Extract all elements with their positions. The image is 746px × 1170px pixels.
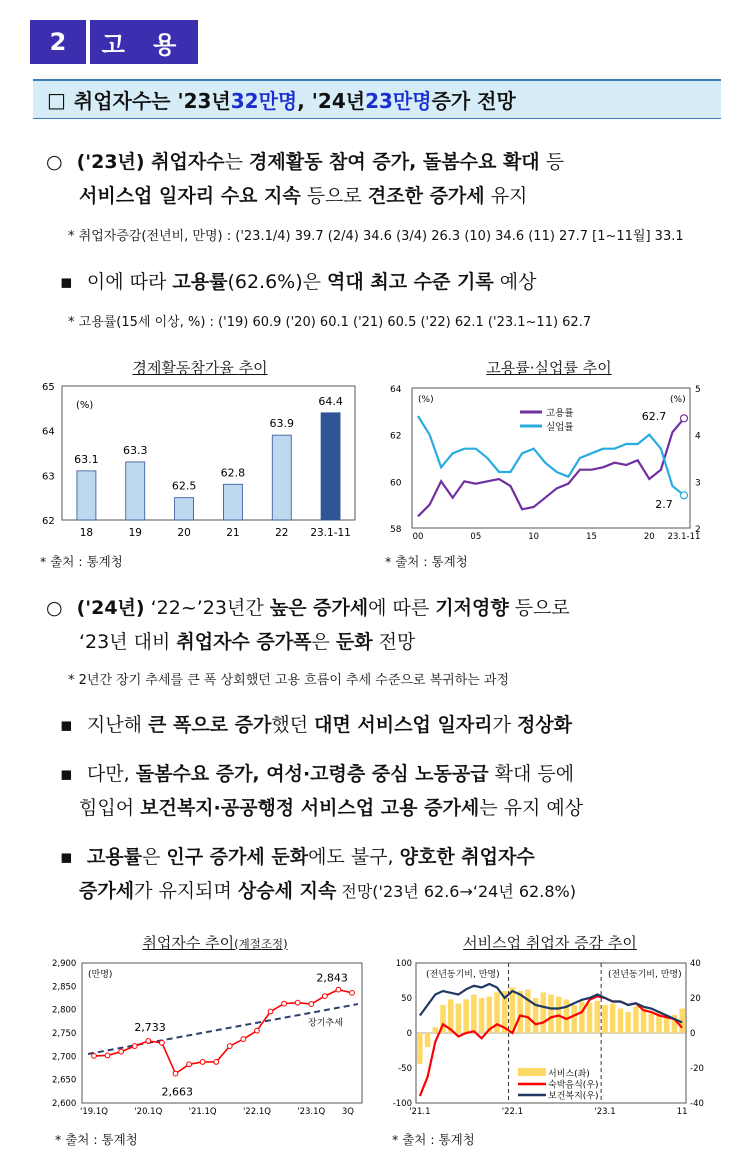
headline-value-23: 32만명 — [230, 89, 298, 113]
chart1-ytick: 64 — [42, 426, 55, 438]
chart1-bar-label: 64.4 — [318, 394, 343, 408]
chart1-bar — [223, 484, 242, 520]
chart4-unit-right: (전년동기비, 만명) — [608, 970, 682, 980]
chart4-legend-health: 보건복지(우) — [548, 1091, 599, 1102]
chart3-source: * 출처 : 통계청 — [55, 1132, 138, 1147]
chart1-bar-label: 62.8 — [220, 466, 246, 480]
headline-text-3: 증가 전망 — [431, 89, 516, 113]
chart3-unit: (만명) — [88, 970, 113, 980]
chart3-point — [309, 1002, 314, 1007]
chart4-bar — [517, 991, 523, 1033]
b2-sub1-c: 했던 — [271, 714, 315, 736]
chart1-source: * 출처 : 통계청 — [40, 554, 123, 569]
chart4-ytick-left: 100 — [395, 959, 412, 969]
headline-text-2: , '24년 — [297, 89, 366, 113]
chart1-ytick: 62 — [42, 516, 55, 527]
headline-box — [33, 79, 721, 119]
b1-sub-record: 역대 최고 수준 기록 — [327, 271, 494, 293]
b1-sub-text3: 예상 — [493, 271, 537, 293]
b1-note: * 취업자증감(전년비, 만명) : ('23.1/4) 39.7 (2/4) 34.6 (3/4) 26.3 (10) 34.6 (11) 27.7 [1~11월] 33.1 — [68, 229, 684, 244]
chart3-high-label: 2,843 — [316, 971, 348, 985]
b2-text4: ‘23년 대비 — [79, 631, 177, 653]
chart1-xtick: 19 — [128, 527, 142, 539]
chart3-ytick: 2,850 — [52, 982, 77, 993]
chart3-low-label: 2,663 — [161, 1085, 193, 1099]
chart3-caption — [50, 932, 380, 953]
headline-value-24: 23만명 — [365, 89, 432, 113]
chart3-caption-sub: (계절조정) — [234, 937, 288, 951]
chart3-point — [187, 1062, 192, 1067]
chart4-bar — [602, 1005, 608, 1033]
chart2-svg — [388, 382, 714, 544]
chart3-point — [282, 1001, 287, 1006]
b1-service: 서비스업 일자리 수요 지속 — [79, 185, 301, 207]
chart4-bar — [525, 990, 531, 1033]
chart2-emp-label: 62.7 — [641, 410, 667, 423]
chart3-xtick: '20.1Q — [134, 1107, 163, 1117]
chart4-bar — [479, 998, 485, 1033]
b2-sub3-a: 고용률 — [86, 846, 142, 868]
b2-sub2 — [60, 759, 574, 789]
b2-sub1-bullet: ▪ — [60, 714, 73, 736]
chart1-xtick: 18 — [79, 527, 94, 539]
chart4-bar — [618, 1009, 624, 1034]
chart2-unemp-endpoint — [681, 492, 688, 499]
b2-text3: 등으로 — [508, 597, 570, 619]
b2-sub2-c: 확대 등에 — [488, 763, 575, 785]
b2-sub2-a: 다만, — [86, 763, 136, 785]
b2-bullet: ○ — [46, 597, 63, 619]
chart3-ytick: 2,900 — [52, 959, 77, 969]
chart4-bar — [571, 1005, 577, 1033]
chart4-ytick-right: 20 — [690, 994, 701, 1004]
b2-sub3-i: 전망('23년 62.6→‘24년 62.8%) — [336, 882, 576, 901]
b1-line1 — [46, 147, 564, 177]
chart2-xtick: 20 — [643, 532, 655, 542]
b2-year: ('24년) — [76, 597, 145, 619]
chart1-bar-label: 63.9 — [269, 417, 294, 431]
chart3-svg — [50, 957, 366, 1119]
chart4-bar — [564, 999, 570, 1033]
chart4-bar — [587, 1003, 593, 1033]
chart4-bar — [471, 995, 477, 1034]
chart4-legend-service-swatch — [518, 1068, 546, 1076]
chart1-svg — [40, 382, 360, 544]
b2-line1 — [46, 593, 570, 623]
b2-sub2-d: 힘입어 — [79, 797, 141, 819]
chart2-xtick: 23.1-11 — [667, 532, 701, 542]
b2-sub2-bullet: ▪ — [60, 763, 73, 785]
chart2-xtick: 05 — [470, 532, 482, 542]
chart1-bar-label: 62.5 — [171, 479, 197, 493]
chart1-xtick: 21 — [226, 527, 240, 539]
chart4-bar — [548, 995, 554, 1034]
b2-sub2-e: 보건복지·공공행정 서비스업 고용 증가세 — [140, 797, 480, 819]
chart2-ytick-right: 3 — [695, 478, 701, 489]
chart4-bar — [579, 1002, 585, 1034]
chart3-xtick: '23.1Q — [297, 1107, 326, 1117]
chart1-xtick: 22 — [275, 527, 289, 539]
chart3-point — [322, 994, 327, 999]
b1-line2 — [79, 181, 527, 211]
b2-sub3-e: 양호한 취업자수 — [399, 846, 535, 868]
headline-checkbox: □ — [47, 87, 66, 112]
chart2-legend-emp: 고용률 — [546, 408, 574, 419]
chart1-frame — [62, 386, 355, 520]
chart2-unit-left: (%) — [418, 395, 434, 405]
b1-note2: * 고용률(15세 이상, %) : ('19) 60.9 ('20) 60.1 ('21) 60.5 ('22) 62.1 ('23.1~11) 62.7 — [68, 315, 592, 330]
chart4-bar — [417, 1033, 423, 1064]
chart4-ytick-left: 0 — [406, 1029, 412, 1039]
chart3-ytick: 2,750 — [52, 1029, 77, 1039]
chart3-ytick: 2,600 — [52, 1099, 77, 1109]
chart4-ytick-right: -40 — [690, 1099, 704, 1109]
b1-text3: 등으로 — [300, 185, 368, 207]
chart2-ytick-left: 58 — [390, 525, 402, 535]
b1-sub-bullet: ▪ — [60, 271, 73, 293]
chart2-ytick-right: 4 — [695, 431, 701, 442]
chart4-bar — [541, 992, 547, 1033]
b1-text: 는 — [224, 151, 250, 173]
b2-sub3-f: 증가세 — [79, 880, 135, 902]
chart4-bar — [625, 1012, 631, 1033]
headline-text-1: 취업자수는 '23년 — [73, 89, 231, 113]
section-title: 고 용 — [90, 20, 198, 64]
b2-sub3-line2 — [79, 876, 576, 907]
chart1-caption: 경제활동참가율 추이 — [132, 359, 268, 377]
chart4-ytick-right: -20 — [690, 1064, 704, 1074]
b2-sub2-line2 — [79, 793, 583, 823]
b2-sub2-f: 는 유지 예상 — [479, 797, 584, 819]
chart2-xtick: 00 — [412, 532, 424, 542]
b2-base: 기저영향 — [435, 597, 509, 619]
chart4-bar — [595, 1001, 601, 1033]
chart1-ytick: 65 — [42, 382, 55, 393]
chart4-bar — [456, 1004, 462, 1033]
b2-text: ‘22~’23년간 — [144, 597, 270, 619]
chart3-trend-label: 장기추세 — [308, 1018, 343, 1029]
b1-strong: 견조한 증가세 — [367, 185, 485, 207]
chart1-bar — [175, 498, 194, 520]
chart4-unit-left: (전년동기비, 만명) — [426, 970, 500, 980]
chart3-point — [255, 1028, 260, 1033]
chart2-xtick: 15 — [586, 532, 597, 542]
chart1-bar — [77, 471, 96, 520]
b2-text6: 전망 — [372, 631, 416, 653]
chart3-point — [227, 1044, 232, 1049]
chart1-unit: (%) — [76, 400, 94, 411]
chart3-point — [350, 990, 355, 995]
chart4-source: * 출처 : 통계청 — [392, 1132, 475, 1147]
b2-sub3-h: 상승세 지속 — [237, 880, 337, 902]
chart4-bar — [425, 1033, 431, 1047]
chart3-point — [105, 1053, 110, 1058]
chart3-point — [146, 1039, 151, 1044]
chart4-bar — [610, 1004, 616, 1033]
chart4-bar — [433, 1027, 439, 1033]
chart3-ytick: 2,800 — [52, 1005, 77, 1016]
b2-sub2-b: 돌봄수요 증가, 여성·고령층 중심 노동공급 — [135, 763, 489, 785]
chart3-caption-main: 취업자수 추이 — [142, 934, 235, 952]
chart1-xtick: 20 — [177, 527, 191, 539]
b2-sub3-g: 가 유지되며 — [134, 880, 238, 902]
chart2-ytick-left: 62 — [390, 431, 402, 442]
chart3-xtick: 3Q — [341, 1107, 354, 1117]
b2-high: 높은 증가세 — [269, 597, 369, 619]
b2-sub1-d: 대면 서비스업 일자리 — [314, 714, 493, 736]
chart4-xtick: 11 — [676, 1107, 688, 1117]
b1-employed: 취업자수 — [144, 151, 225, 173]
b1-sub-line — [60, 267, 536, 297]
chart4-bar — [649, 1013, 655, 1033]
chart4-bar — [463, 999, 469, 1033]
chart2-unemp-label: 2.7 — [655, 498, 673, 511]
b2-sub1-f: 정상화 — [516, 714, 572, 736]
b2-sub1-b: 큰 폭으로 증가 — [148, 714, 272, 736]
chart2-legend-unemp: 실업률 — [546, 422, 574, 433]
chart4-legend-food: 숙박음식(우) — [548, 1080, 599, 1091]
chart2-source: * 출처 : 통계청 — [385, 554, 468, 569]
chart4-caption: 서비스업 취업자 증감 추이 — [463, 934, 637, 952]
chart4-ytick-left: -100 — [392, 1099, 412, 1109]
chart4-bar — [633, 1006, 639, 1033]
chart3-xtick: '22.1Q — [242, 1107, 271, 1117]
chart3-point — [268, 1009, 273, 1014]
b2-sub3-c: 인구 증가세 둔화 — [166, 846, 309, 868]
chart4-bar — [641, 1009, 647, 1034]
chart4-svg — [390, 957, 714, 1123]
chart2-ytick-left: 60 — [390, 478, 402, 489]
chart3-point — [173, 1071, 178, 1076]
chart3-xtick: '21.1Q — [188, 1107, 217, 1117]
chart3-point — [92, 1053, 97, 1058]
b1-bullet: ○ — [46, 151, 63, 173]
b2-text2: 에 따른 — [368, 597, 436, 619]
b1-text4: 유지 — [484, 185, 528, 207]
chart3-xtick: '19.1Q — [80, 1107, 108, 1117]
b2-sub3-d: 에도 불구, — [308, 846, 400, 868]
b1-bold: 경제활동 참여 증가, 돌봄수요 확대 — [249, 151, 540, 173]
chart3-point — [119, 1049, 124, 1054]
b2-increase: 취업자수 증가폭 — [176, 631, 312, 653]
chart4-xtick: '23.1 — [594, 1107, 616, 1117]
chart2-emp-endpoint — [681, 415, 688, 422]
b2-sub1 — [60, 710, 572, 740]
chart4-xtick: '22.1 — [501, 1107, 524, 1117]
b2-line2 — [79, 627, 415, 657]
chart1-bar — [126, 462, 145, 520]
chart4-ytick-right: 40 — [690, 959, 701, 969]
chart3-point — [241, 1037, 246, 1042]
chart1-bar — [272, 435, 291, 520]
b1-sub-rate: 고용률 — [172, 271, 228, 293]
b1-text2: 등 — [539, 151, 565, 173]
chart2-xtick: 10 — [528, 532, 540, 542]
chart1-xtick: 23.1-11 — [310, 527, 351, 539]
chart3-point — [336, 987, 341, 992]
b2-sub3-bullet: ▪ — [60, 846, 73, 868]
chart4-ytick-left: 50 — [401, 994, 412, 1004]
chart3-point — [214, 1060, 219, 1065]
chart1-bar — [321, 413, 340, 520]
chart4-ytick-right: 0 — [690, 1029, 696, 1039]
chart2-caption: 고용률·실업률 추이 — [486, 359, 612, 377]
b2-sub3-b: 은 — [141, 846, 167, 868]
b2-slow: 둔화 — [335, 631, 373, 653]
chart3-ytick: 2,700 — [52, 1052, 77, 1063]
chart1-bar-label: 63.1 — [74, 452, 99, 466]
chart4-ytick-left: -50 — [398, 1064, 412, 1074]
section-number: 2 — [30, 20, 86, 64]
chart2-ytick-left: 64 — [390, 385, 402, 395]
chart2-ytick-right: 2 — [695, 525, 701, 535]
chart2-ytick-right: 5 — [695, 385, 701, 395]
chart3-point — [295, 1000, 300, 1005]
b2-note: * 2년간 장기 추세를 큰 폭 상회했던 고용 흐름이 추세 수준으로 복귀하는 과정 — [68, 673, 510, 688]
chart1-bar-label: 63.3 — [123, 443, 148, 457]
chart4-legend-service: 서비스(좌) — [548, 1069, 590, 1080]
b2-sub1-e: 가 — [492, 714, 517, 736]
chart4-xtick: '21.1 — [409, 1107, 431, 1117]
chart3-point — [159, 1040, 164, 1045]
b2-sub1-a: 지난해 — [86, 714, 148, 736]
chart1-ytick: 63 — [42, 471, 55, 483]
b2-sub3 — [60, 842, 535, 872]
b1-sub-text2: (62.6%)은 — [227, 271, 328, 293]
chart3-point — [200, 1060, 205, 1065]
chart3-peak-label: 2,733 — [134, 1020, 166, 1034]
chart3-ytick: 2,650 — [52, 1075, 77, 1086]
chart3-point — [132, 1044, 137, 1049]
b1-sub-text: 이에 따라 — [86, 271, 173, 293]
b1-year: ('23년) — [76, 151, 145, 173]
b2-text5: 은 — [311, 631, 336, 653]
chart2-unit-right: (%) — [670, 395, 686, 405]
